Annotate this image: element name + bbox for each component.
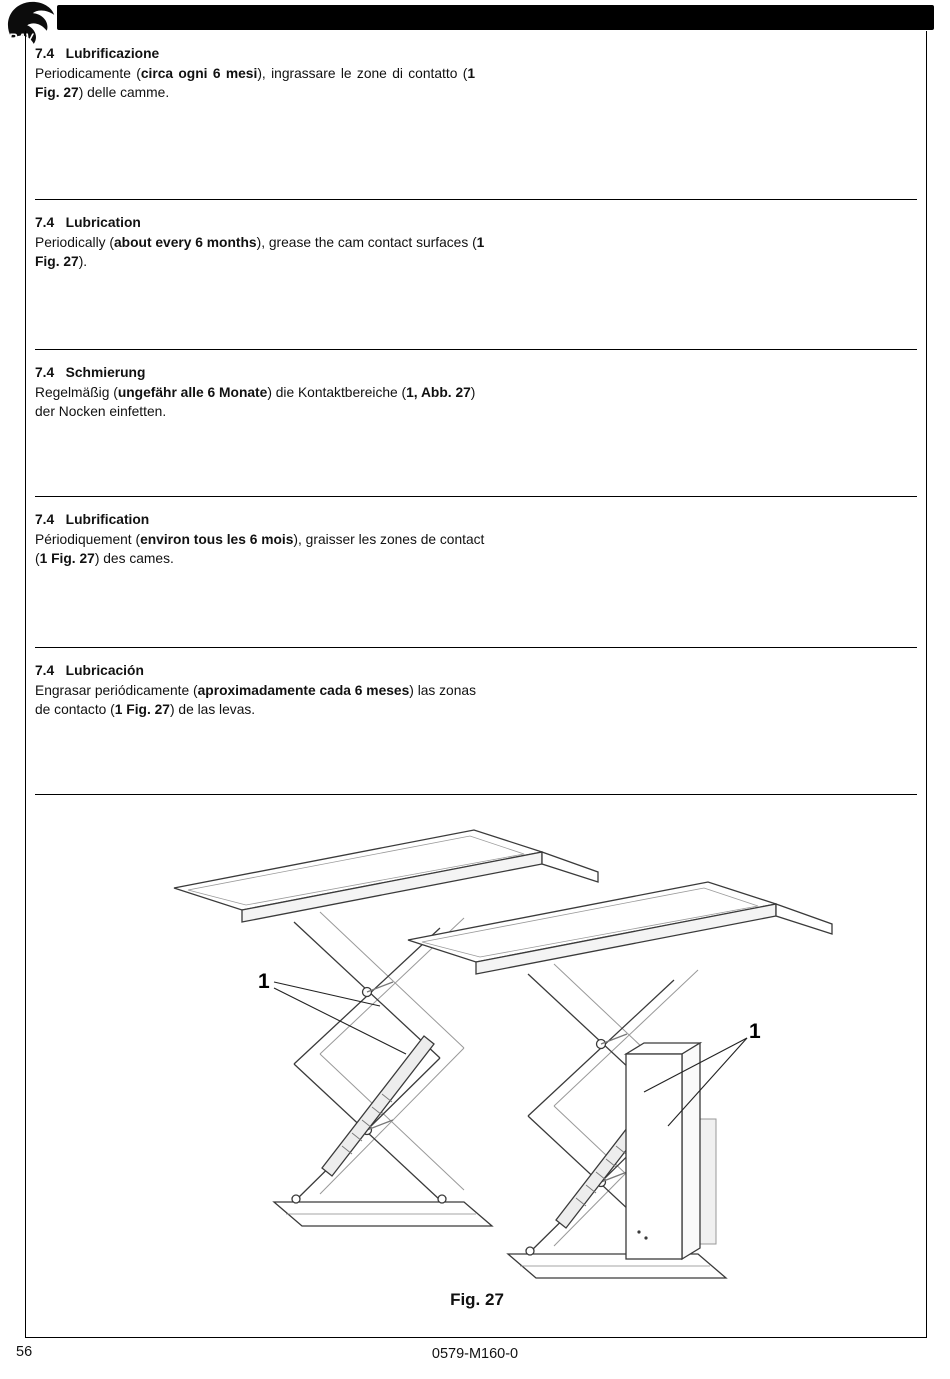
document-code: 0579-M160-0 [431,1346,519,1362]
header-bar [57,5,934,30]
section-lubrication-german [35,350,917,497]
section-lubrication-spanish [35,648,917,795]
callout-label: 1 [258,970,270,993]
page-number: 56 [16,1344,33,1360]
section-heading: 7.4 Lubrification [35,512,150,527]
section-paragraph: Regelmäßig (ungefähr alle 6 Monate) die Kontaktbereiche (1, Abb. 27) der Nocken einfetten. [35,385,476,419]
section-heading: 7.4 Lubrificazione [35,46,160,61]
scissor-lift-drawing [166,804,906,1284]
control-console [626,1043,700,1259]
lift-left [174,830,598,1226]
section-paragraph: Periodically (about every 6 months), grease the cam contact surfaces (1 Fig. 27). [35,235,485,269]
section-paragraph: Periodicamente (circa ogni 6 mesi), ingrassare le zone di contatto (1 Fig. 27) delle camme. [35,66,475,100]
figure-27 [26,796,928,1338]
section-lubrication-italian [35,31,917,200]
section-paragraph: Périodiquement (environ tous les 6 mois), graisser les zones de contact (1 Fig. 27) des cames. [35,532,485,566]
figure-caption: Fig. 27 [450,1290,504,1309]
section-heading: 7.4 Lubricación [35,663,144,678]
section-lubrication-french [35,497,917,648]
callout-label: 1 [749,1020,761,1043]
brand-logo-text: RAV [8,30,34,45]
section-heading: 7.4 Lubrication [35,215,141,230]
callout-1-left [258,970,406,1054]
section-heading: 7.4 Schmierung [35,365,146,380]
section-paragraph: Engrasar periódicamente (aproximadamente cada 6 meses) las zonas de contacto (1 Fig. 27) de las levas. [35,683,476,717]
section-lubrication-english [35,200,917,350]
content-frame [25,31,927,1338]
